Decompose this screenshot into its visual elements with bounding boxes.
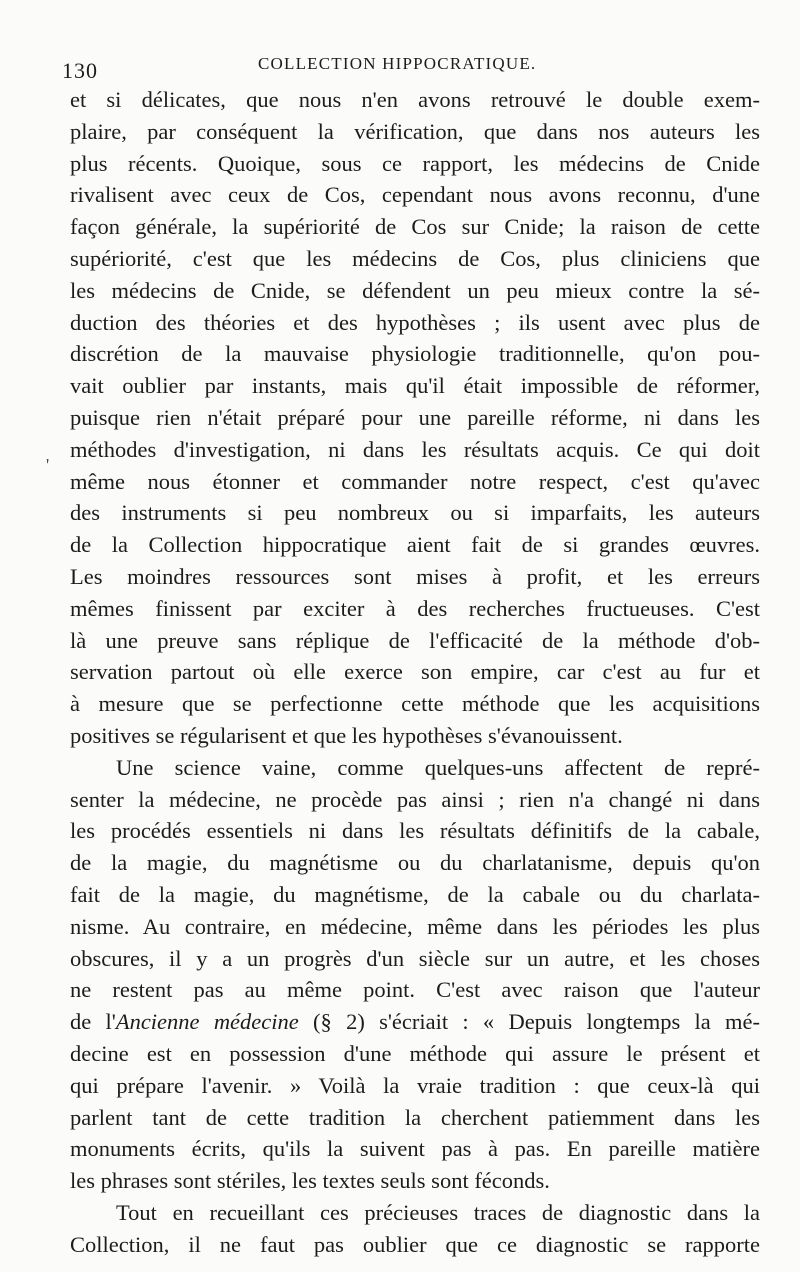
paragraph-1 (70, 84, 760, 752)
text-line: parlent tant de cette tradition la cherchent patiemment dans les (70, 1104, 760, 1130)
text-line: Une science vaine, comme quelques-uns affectent de repré- (116, 754, 760, 780)
page-header (62, 48, 742, 84)
margin-mark: ' (46, 455, 50, 475)
text-fragment: (§ 2) s'écriait : « Depuis longtemps la mé- (298, 1009, 760, 1035)
text-line: des instruments si peu nombreux ou si imparfaits, les auteurs (70, 500, 760, 526)
text-line: Les moindres ressources sont mises à profit, et les erreurs (70, 563, 760, 589)
text-line: supériorité, c'est que les médecins de Cos, plus cliniciens que (70, 245, 760, 271)
text-line: puisque rien n'était préparé pour une pareille réforme, ni dans les (70, 404, 760, 430)
paragraph-2 (70, 752, 760, 1197)
work-title: Ancienne médecine (115, 1009, 299, 1035)
text-line: positives se régularisent et que les hypothèses s'évanouissent. (70, 722, 623, 748)
text-line: à mesure que se perfectionne cette méthode que les acquisitions (70, 691, 760, 717)
text-line: nisme. Au contraire, en médecine, même dans les périodes les plus (70, 913, 760, 939)
text-line: qui prépare l'avenir. » Voilà la vraie tradition : que ceux-là qui (70, 1072, 760, 1098)
text-line: les phrases sont stériles, les textes seuls sont féconds. (70, 1168, 550, 1194)
text-line: discrétion de la mauvaise physiologie traditionnelle, qu'on pou- (70, 341, 760, 367)
text-line: decine est en possession d'une méthode qui assure le présent et (70, 1040, 760, 1066)
text-line: Tout en recueillant ces précieuses traces de diagnostic dans la (116, 1199, 760, 1225)
text-line: de la magie, du magnétisme ou du charlatanisme, depuis qu'on (70, 850, 760, 876)
text-line: mêmes finissent par exciter à des recherches fructueuses. C'est (70, 595, 760, 621)
page-number: 130 (62, 58, 98, 83)
text-line: obscures, il y a un progrès d'un siècle sur un autre, et les choses (70, 945, 760, 971)
text-line: monuments écrits, qu'ils la suivent pas à pas. En pareille matière (70, 1136, 760, 1162)
text-line: fait de la magie, du magnétisme, de la cabale ou du charlata- (70, 881, 760, 907)
text-line: vait oublier par instants, mais qu'il était impossible de réformer, (70, 373, 760, 399)
text-line: méthodes d'investigation, ni dans les résultats acquis. Ce qui doit (70, 436, 760, 462)
text-line: servation partout où elle exerce son empire, car c'est au fur et (70, 659, 760, 685)
paragraph-3 (70, 1197, 760, 1261)
text-line: duction des théories et des hypothèses ; ils usent avec plus de (70, 309, 760, 335)
body-text (70, 84, 760, 1260)
text-line: plaire, par conséquent la vérification, que dans nos auteurs les (70, 118, 760, 144)
text-line: rivalisent avec ceux de Cos, cependant nous avons reconnu, d'une (70, 182, 760, 208)
text-line: plus récents. Quoique, sous ce rapport, les médecins de Cnide (70, 150, 760, 176)
text-line: les procédés essentiels ni dans les résultats définitifs de la cabale, (70, 818, 760, 844)
text-line-with-title (70, 1006, 760, 1038)
text-line: et si délicates, que nous n'en avons retrouvé le double exem- (70, 87, 760, 112)
text-line: ne restent pas au même point. C'est avec raison que l'auteur (70, 977, 760, 1003)
text-line: Collection, il ne faut pas oublier que ce diagnostic se rapporte (70, 1231, 760, 1257)
text-line: là une preuve sans réplique de l'efficacité de la méthode d'ob- (70, 627, 760, 653)
text-fragment: de l' (70, 1009, 116, 1035)
text-line: de la Collection hippocratique aient fait de si grandes œuvres. (70, 532, 760, 558)
text-line: façon générale, la supériorité de Cos sur Cnide; la raison de cette (70, 214, 760, 240)
text-line: senter la médecine, ne procède pas ainsi ; rien n'a changé ni dans (70, 786, 760, 812)
text-line: les médecins de Cnide, se défendent un peu mieux contre la sé- (70, 277, 760, 303)
text-line: même nous étonner et commander notre respect, c'est qu'avec (70, 468, 760, 494)
running-head: COLLECTION HIPPOCRATIQUE. (258, 54, 537, 73)
